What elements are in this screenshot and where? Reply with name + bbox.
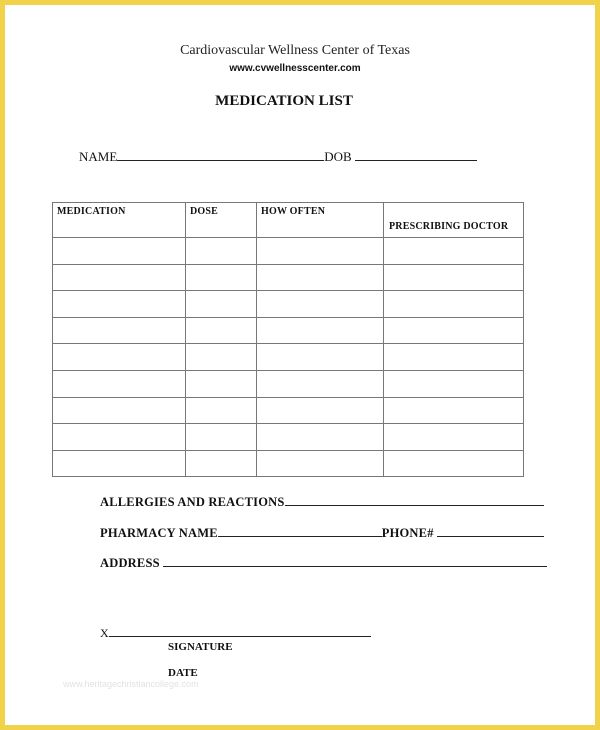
phone-label: PHONE#: [381, 526, 434, 540]
pharmacy-label: PHARMACY NAME: [100, 526, 218, 540]
table-row: [53, 317, 524, 344]
address-label: ADDRESS: [100, 556, 160, 570]
table-row: [53, 370, 524, 397]
table-row: [53, 291, 524, 318]
name-field[interactable]: [117, 148, 324, 161]
table-cell[interactable]: [384, 344, 524, 371]
column-header-how-often: HOW OFTEN: [257, 203, 384, 238]
table-cell[interactable]: [53, 291, 186, 318]
table-cell[interactable]: [53, 424, 186, 451]
table-cell[interactable]: [384, 450, 524, 477]
dob-label: DOB: [324, 149, 352, 164]
watermark: www.heritagechristiancollege.com: [63, 679, 199, 689]
table-cell[interactable]: [257, 344, 384, 371]
table-cell[interactable]: [53, 264, 186, 291]
table-row: [53, 238, 524, 265]
table-cell[interactable]: [257, 397, 384, 424]
table-cell[interactable]: [384, 397, 524, 424]
table-cell[interactable]: [257, 291, 384, 318]
address-line: [100, 555, 547, 571]
signature-x-mark: X: [100, 626, 109, 640]
table-row: [53, 450, 524, 477]
date-label: DATE: [168, 667, 198, 679]
table-cell[interactable]: [186, 450, 257, 477]
table-row: [53, 397, 524, 424]
table-cell[interactable]: [384, 291, 524, 318]
column-header-prescribing-doctor: PRESCRIBING DOCTOR: [384, 203, 524, 238]
table-cell[interactable]: [257, 238, 384, 265]
column-header-dose: DOSE: [186, 203, 257, 238]
table-cell[interactable]: [53, 238, 186, 265]
name-label: NAME: [79, 149, 118, 164]
organization-name: Cardiovascular Wellness Center of Texas: [180, 43, 410, 58]
signature-label: SIGNATURE: [168, 641, 233, 653]
allergies-label: ALLERGIES AND REACTIONS: [100, 495, 285, 509]
table-row: [53, 424, 524, 451]
table-row: [53, 344, 524, 371]
document-title: MEDICATION LIST: [215, 93, 353, 109]
pharmacy-line: [100, 525, 544, 541]
allergies-field[interactable]: [285, 494, 544, 506]
table-cell[interactable]: [186, 317, 257, 344]
phone-field[interactable]: [437, 525, 544, 537]
table-cell[interactable]: [186, 344, 257, 371]
table-cell[interactable]: [53, 450, 186, 477]
table-cell[interactable]: [186, 264, 257, 291]
table-header-row: [53, 203, 524, 238]
dob-field[interactable]: [355, 148, 477, 161]
table-cell[interactable]: [53, 317, 186, 344]
table-cell[interactable]: [384, 424, 524, 451]
table-cell[interactable]: [257, 450, 384, 477]
table-cell[interactable]: [53, 370, 186, 397]
table-cell[interactable]: [186, 370, 257, 397]
table-row: [53, 264, 524, 291]
allergies-line: [100, 494, 544, 510]
table-cell[interactable]: [384, 370, 524, 397]
signature-field[interactable]: [109, 626, 371, 637]
patient-info-line: [79, 148, 477, 165]
table-cell[interactable]: [257, 264, 384, 291]
medication-table: [52, 202, 524, 477]
organization-website: www.cvwellnesscenter.com: [229, 63, 361, 74]
table-cell[interactable]: [257, 317, 384, 344]
table-cell[interactable]: [53, 344, 186, 371]
pharmacy-field[interactable]: [218, 525, 382, 537]
table-cell[interactable]: [186, 291, 257, 318]
table-cell[interactable]: [186, 238, 257, 265]
table-cell[interactable]: [257, 424, 384, 451]
table-cell[interactable]: [384, 317, 524, 344]
table-cell[interactable]: [257, 370, 384, 397]
document-page: [5, 5, 595, 725]
column-header-medication: MEDICATION: [53, 203, 186, 238]
signature-line: [100, 626, 371, 641]
table-cell[interactable]: [186, 397, 257, 424]
table-cell[interactable]: [186, 424, 257, 451]
table-cell[interactable]: [384, 264, 524, 291]
address-field[interactable]: [163, 555, 547, 567]
table-cell[interactable]: [53, 397, 186, 424]
table-cell[interactable]: [384, 238, 524, 265]
